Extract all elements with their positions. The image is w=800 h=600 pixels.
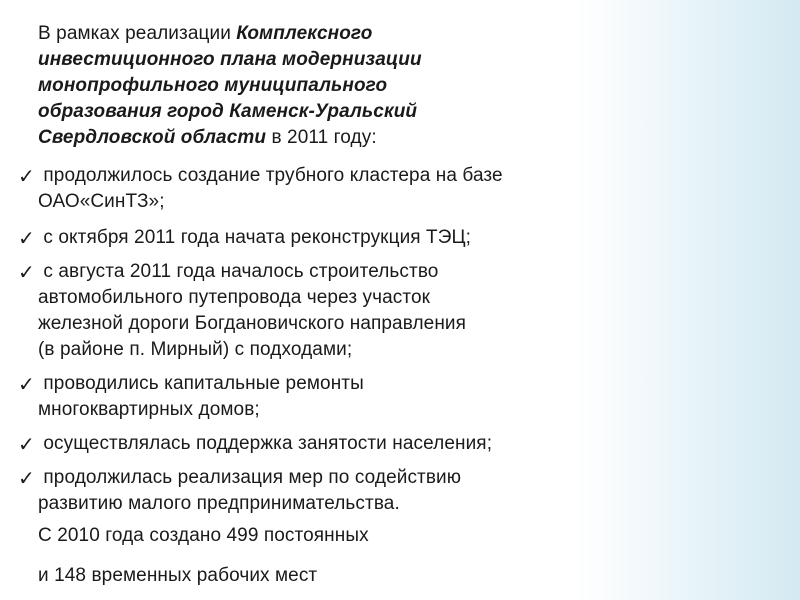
intro-line-1 [38,22,372,46]
bullet-1-line-1: продолжилось создание трубного кластера на базе [43,165,503,186]
bullet-6-line-1: продолжилась реализация мер по содействию [43,467,462,488]
intro-bold-1: Комплексного [236,23,373,44]
intro-prefix: В рамках реализации [38,23,237,44]
bullet-4-line-2: многоквартирных домов; [38,399,260,420]
intro-bold-2: инвестиционного плана модернизации [38,49,422,70]
bullet-1-line-2: ОАО«СинТЗ»; [38,191,165,212]
intro-bold-3: монопрофильного муниципального [38,75,388,96]
check-icon: ✓ [18,432,35,456]
bullet-3-line-4: (в районе п. Мирный) с подходами; [38,339,353,360]
check-icon: ✓ [18,260,35,284]
bullet-3-line-1: с августа 2011 года началось строительство [43,261,439,282]
check-icon: ✓ [18,226,35,250]
intro-line-4 [38,100,417,124]
bullet-2-line-1: с октября 2011 года начата реконструкция ТЭЦ; [43,227,472,248]
bullet-3-line-3: железной дороги Богдановичского направления [38,313,467,334]
closing-line-1: С 2010 года создано 499 постоянных [38,525,369,546]
bullet-4-line-1: проводились капитальные ремонты [43,373,364,394]
intro-line-5 [38,126,377,150]
check-icon: ✓ [18,466,35,490]
bullet-5-line-1: осуществлялась поддержка занятости населения; [43,433,493,454]
intro-bold-4: образования город Каменск-Уральский [38,101,418,122]
check-icon: ✓ [18,372,35,396]
closing-line-2: и 148 временных рабочих мест [38,565,318,586]
intro-suffix: в 2011 году: [266,127,377,148]
bullet-3-line-2: автомобильного путепровода через участок [38,287,431,308]
intro-line-3 [38,74,387,98]
check-icon: ✓ [18,164,35,188]
intro-line-2 [38,48,422,72]
intro-bold-5: Свердловской области [38,127,267,148]
bullet-6-line-2: развитию малого предпринимательства. [38,493,400,514]
